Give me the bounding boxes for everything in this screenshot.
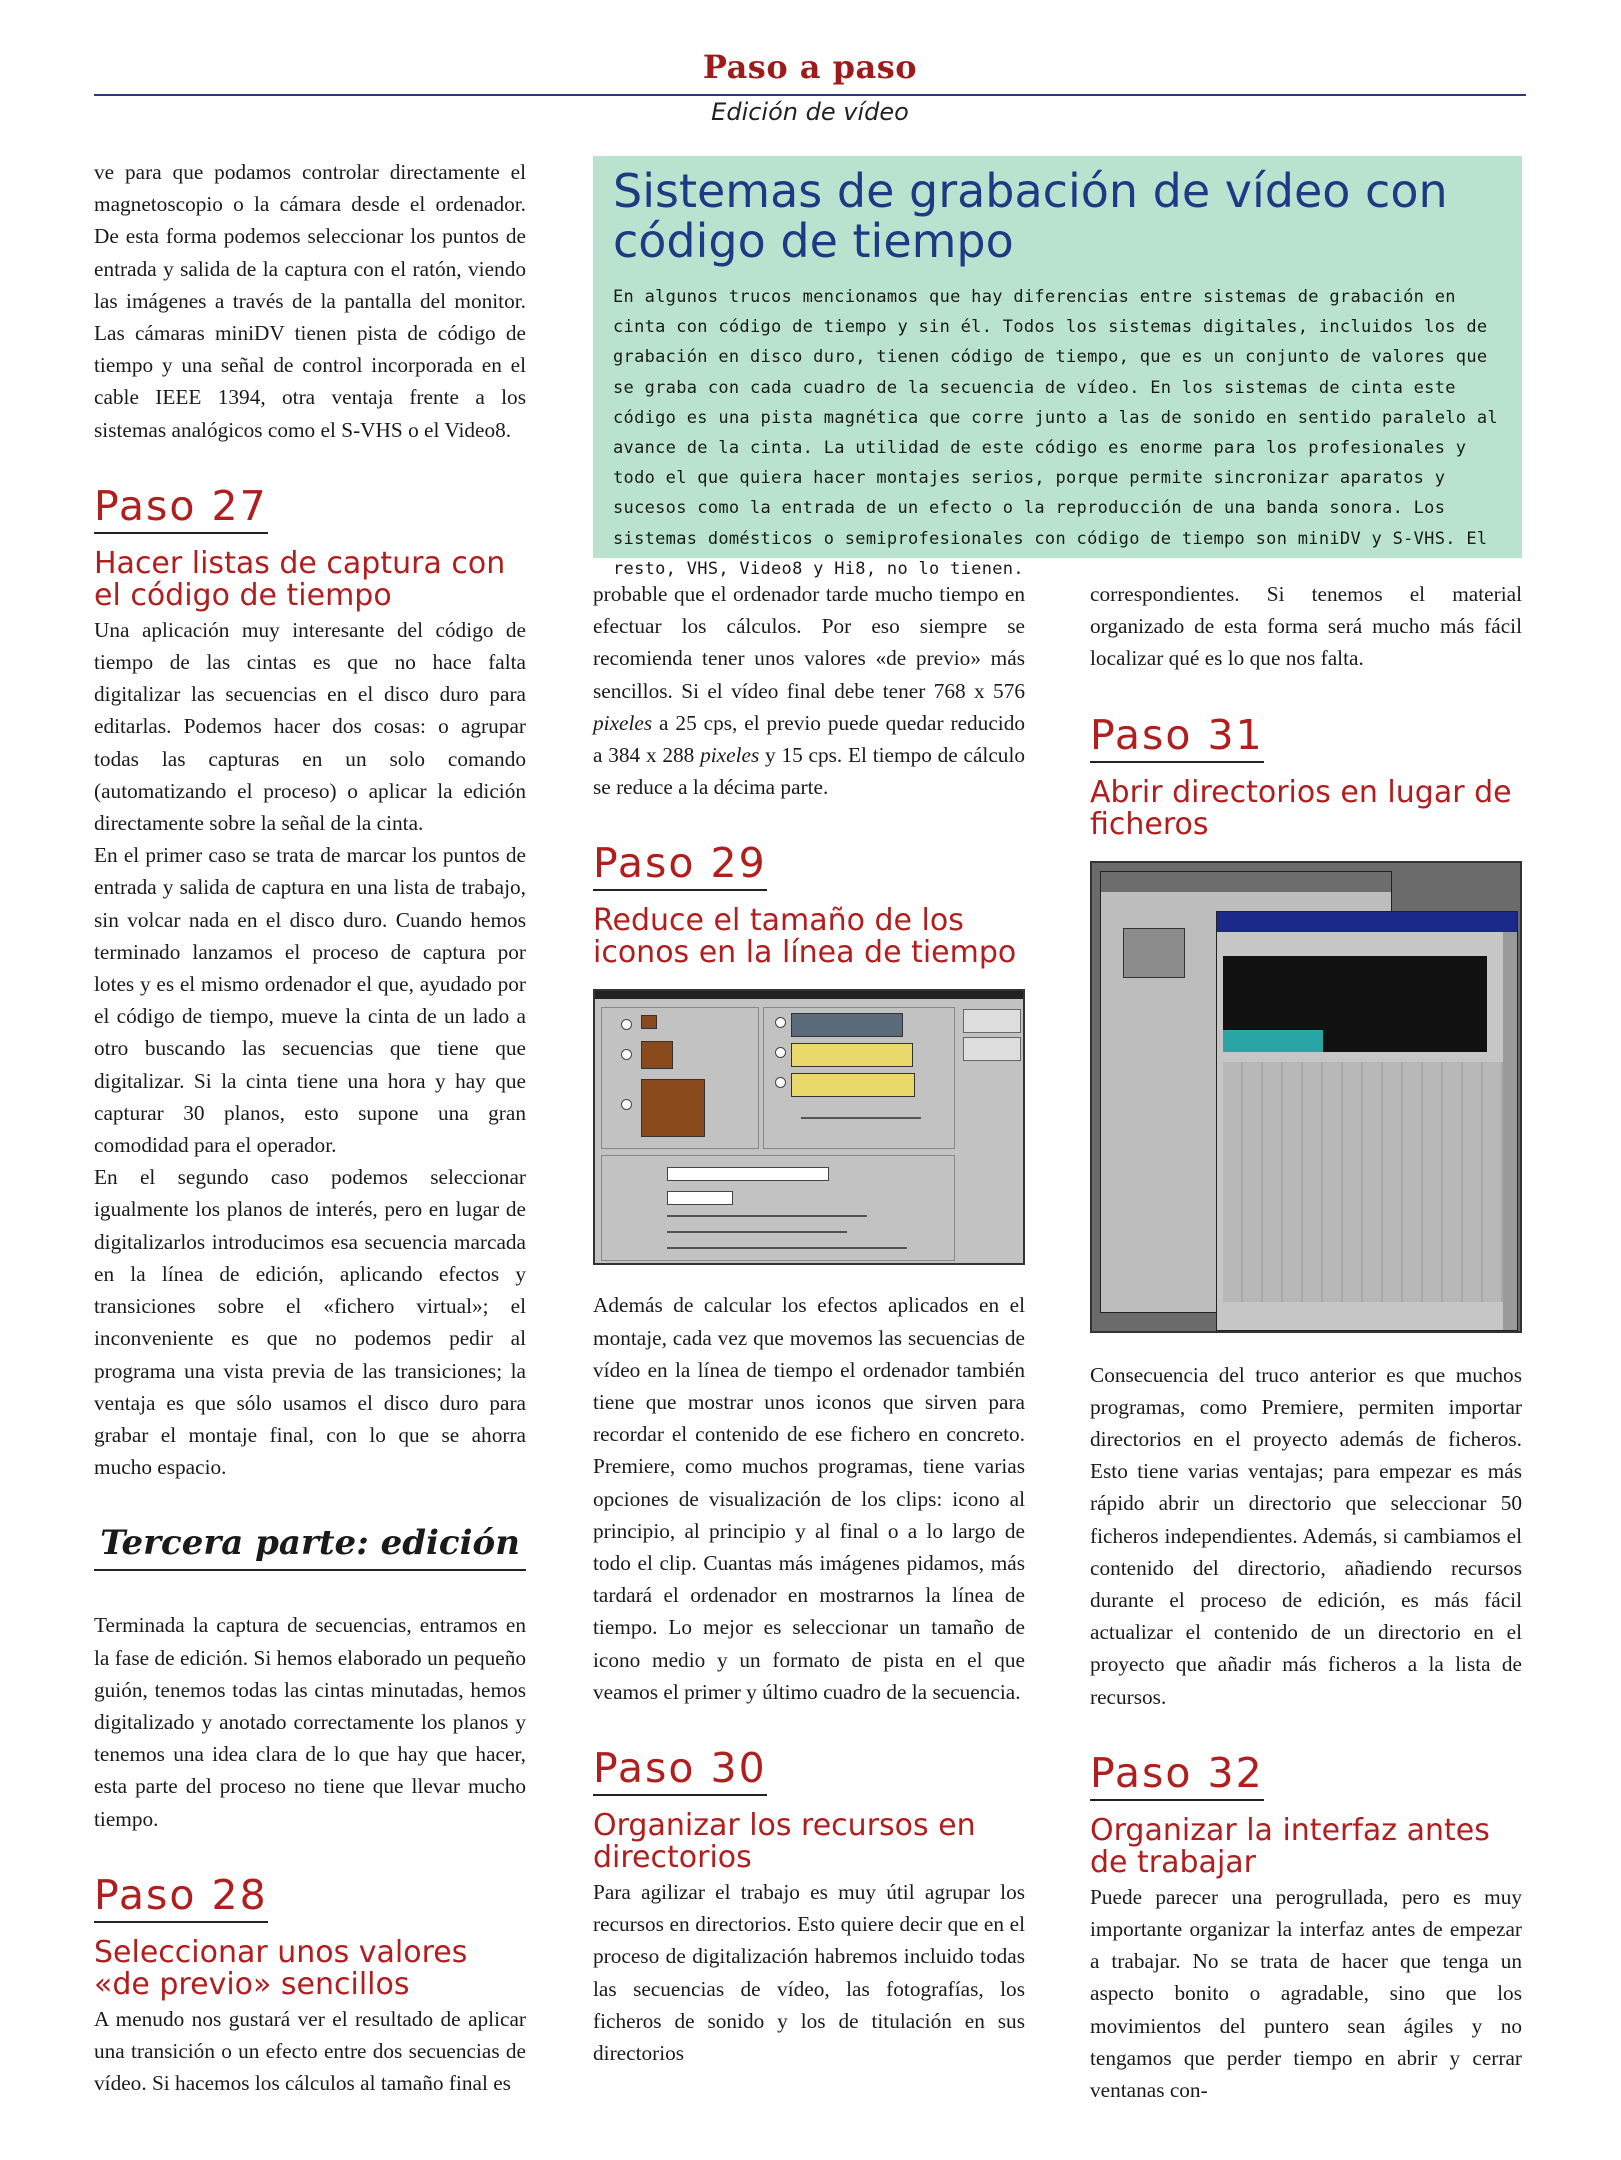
dialog-titlebar	[595, 991, 1023, 999]
column-3	[1090, 578, 1522, 2106]
paso-30-subheading: Organizar los recursos en directorios	[593, 1808, 976, 1876]
option-line-1	[667, 1215, 867, 1217]
paso-27-paragraph-1: Una aplicación muy interesante del código de tiempo de las cintas es que no hace falta digitalizar las secuencias en el disco duro para editarlas. Podemos hacer dos cosas: o agrupar todas las capturas en un solo comando (automatizando el proceso) o aplicar la edición directamente sobre la señal de la cinta.	[94, 617, 526, 836]
cancel-button[interactable]	[963, 1037, 1021, 1061]
paso-29-paragraph: Además de calcular los efectos aplicados en el montaje, cada vez que movemos las secuencias de vídeo en la línea de tiempo el ordenador también tiene que mostrar unos iconos que sirven para recordar el contenido de ese fichero en concreto. Premiere, como muchos programas, tiene varias opciones de visualización de los clips: icono al principio, al principio y al final o a lo largo de todo el clip. Cuantas más imágenes pidamos, más tardará el ordenador en mostrarnos la línea de tiempo. Lo mejor es seleccionar un tamaño de icono medio y un formato de pista en el que veamos el primer y último cuadro de la secuencia.	[593, 1293, 1025, 1704]
zero-point-field[interactable]	[667, 1191, 733, 1205]
column-2	[593, 578, 1025, 2069]
paso-28-text-b: a 25 cps, el previo puede quedar reducido a 384 x 288	[593, 710, 1025, 768]
paso-29-subheading: Reduce el tamaño de los iconos en la línea de tiempo	[593, 903, 1017, 971]
track-format-1-strip	[791, 1013, 903, 1037]
sidebar-title: Sistemas de grabación de vídeo con código de tiempo	[613, 164, 1448, 268]
option-line-3	[667, 1247, 907, 1249]
paso-28-subheading: Seleccionar unos valores «de previo» sencillos	[94, 1934, 468, 2002]
folder-icon	[1123, 928, 1185, 978]
paso-31-heading: Paso 31	[1090, 711, 1264, 763]
header-rule	[94, 94, 1526, 96]
ok-button[interactable]	[963, 1009, 1021, 1033]
paso-28-heading: Paso 28	[94, 1871, 268, 1923]
selected-clip[interactable]	[1223, 1030, 1323, 1052]
header-title: Paso a paso	[702, 48, 918, 86]
paso-32-subheading: Organizar la interfaz antes de trabajar	[1090, 1812, 1490, 1880]
paso-29-heading: Paso 29	[593, 839, 767, 891]
header-subtitle: Edición de vídeo	[711, 98, 909, 126]
bin-scrollbar[interactable]	[1503, 932, 1517, 1330]
small-icon-thumbnail	[641, 1015, 657, 1029]
bin-window-titlebar	[1217, 912, 1517, 932]
sidebar-text: En algunos trucos mencionamos que hay diferencias entre sistemas de grabación en cinta con código de tiempo y sin él. Todos los sistemas digitales, incluidos los de grabación en disco duro, tienen código de tiempo, que es un conjunto de valores que se graba con cada cuadro de la secuencia de vídeo. En los sistemas de cinta este código es una pista magnética que corre junto a las de sonido en sentido paralelo al avance de la cinta. La utilidad de este código es enorme para los profesionales y todo el que quiera hacer montajes serios, porque permite sincronizar aparatos y sucesos como la entrada de un efecto o la reproducción de una banda sonora. Los sistemas domésticos o semiprofesionales con código de tiempo son miniDV y S-VHS. El resto, VHS, Video8 y Hi8, no lo tienen.	[613, 287, 1498, 579]
bin-columns	[1223, 1062, 1503, 1302]
track-format-2-strip	[791, 1043, 913, 1067]
paso-30-continued: correspondientes. Si tenemos el material organizado de esta forma será mucho más fácil localizar qué es lo que nos falta.	[1090, 582, 1522, 671]
paso-32-paragraph: Puede parecer una perogrullada, pero es muy importante organizar la interfaz antes de empezar a trabajar. No se trata de hacer que tenga un aspecto bonito o agradable, sino que los movimientos del puntero sean ágiles y no tengamos que perder tiempo en abrir y cerrar ventanas con-	[1090, 1884, 1522, 2103]
bin-window	[1216, 911, 1518, 1331]
project-window-titlebar	[1101, 872, 1391, 892]
paso-27-paragraph-3: En el segundo caso podemos seleccionar igualmente los planos de interés, pero en lugar de digitalizarlos introducimos esa secuencia marcada en la línea de edición, aplicando efectos y transiciones sobre el «fichero virtual»; el inconveniente es que no podemos pedir al programa una vista previa de las transiciones; la ventaja es que sólo usamos el disco duro para grabar el montaje final, con lo que se ahorra mucho espacio.	[94, 1165, 526, 1480]
pixeles-term-1: pixeles	[593, 710, 653, 735]
option-line-2	[667, 1231, 847, 1233]
pixeles-term-2: pixeles	[700, 743, 760, 768]
page-header	[94, 48, 1526, 86]
count-select[interactable]	[667, 1167, 829, 1181]
paso-32-heading: Paso 32	[1090, 1749, 1264, 1801]
paso-28-text-c: y 15 cps. El tiempo de cálculo se reduce a la décima parte.	[593, 743, 1026, 800]
sidebar-box	[593, 156, 1522, 579]
paso-30-heading: Paso 30	[593, 1744, 767, 1796]
paso-30-paragraph: Para agilizar el trabajo es muy útil agrupar los recursos en directorios. Esto quiere decir que en el proceso de digitalización habremos incluido todas las secuencias de vídeo, las fotografías, los ficheros de sonido y los de titulación en sus directorios	[593, 1880, 1025, 2066]
paso-27-paragraph-2: En el primer caso se trata de marcar los puntos de entrada y salida de captura en una lista de trabajo, sin volcar nada en el disco duro. Cuando hemos terminado lanzamos el proceso de captura por lotes y es el mismo ordenador el que, ayudado por el código de tiempo, mueve la cinta de un lado a otro buscando las secuencias que tiene que digitalizar. Si la cinta tiene una hora y hay que capturar 30 planos, esto supone una gran comodidad para el operador.	[94, 843, 526, 1158]
paso-28-text-a: probable que el ordenador tarde mucho tiempo en efectuar los cálculos. Por eso siempre se recomienda tener unos valores «de previo» más sencillos. Si el vídeo final debe tener 768 x 576	[593, 582, 1025, 703]
waveform-option-label	[801, 1117, 921, 1119]
paso-28-paragraph: A menudo nos gustará ver el resultado de aplicar una transición o un efecto entre dos secuencias de vídeo. Si hacemos los cálculos al tamaño final es	[94, 2006, 526, 2096]
medium-icon-thumbnail	[641, 1041, 673, 1069]
project-window-screenshot	[1090, 861, 1522, 1333]
part-paragraph: Terminada la captura de secuencias, entramos en la fase de edición. Si hemos elaborado un pequeño guión, tenemos todas las cintas minutadas, hemos digitalizado y anotado correctamente los planos y tenemos una idea clara de lo que hay que hacer, esta parte del proceso no tiene que llevar mucho tiempo.	[94, 1613, 526, 1831]
paso-31-subheading: Abrir directorios en lugar de ficheros	[1090, 774, 1512, 842]
part-title: Tercera parte: edición	[94, 1523, 526, 1571]
paso-31-paragraph: Consecuencia del truco anterior es que muchos programas, como Premiere, permiten importar directorios en el proyecto además de ficheros. Esto tiene varias ventajas; para empezar es más rápido abrir un directorio que seleccionar 50 ficheros independientes. Además, si cambiamos el contenido del directorio, añadiendo recursos durante el proceso de edición, es más fácil actualizar el contenido de un directorio en el proyecto que añadir más ficheros a la lista de recursos.	[1090, 1362, 1522, 1709]
track-format-3-strip	[791, 1073, 915, 1097]
column-1	[94, 156, 526, 2099]
paso-27-subheading: Hacer listas de captura con el código de tiempo	[94, 545, 506, 613]
paso-28-continued	[593, 578, 1025, 803]
paso-27-heading: Paso 27	[94, 482, 268, 534]
timeline-options-screenshot	[593, 989, 1025, 1265]
intro-paragraph: ve para que podamos controlar directamente el magnetoscopio o la cámara desde el ordenador. De esta forma podemos seleccionar los puntos de entrada y salida de la captura con el ratón, viendo las imágenes a través de la pantalla del monitor. Las cámaras miniDV tienen pista de código de tiempo y una señal de control incorporada en el cable IEEE 1394, otra ventaja frente a los sistemas analógicos como el S-VHS o el Video8.	[94, 160, 526, 442]
large-icon-thumbnail	[641, 1079, 705, 1137]
